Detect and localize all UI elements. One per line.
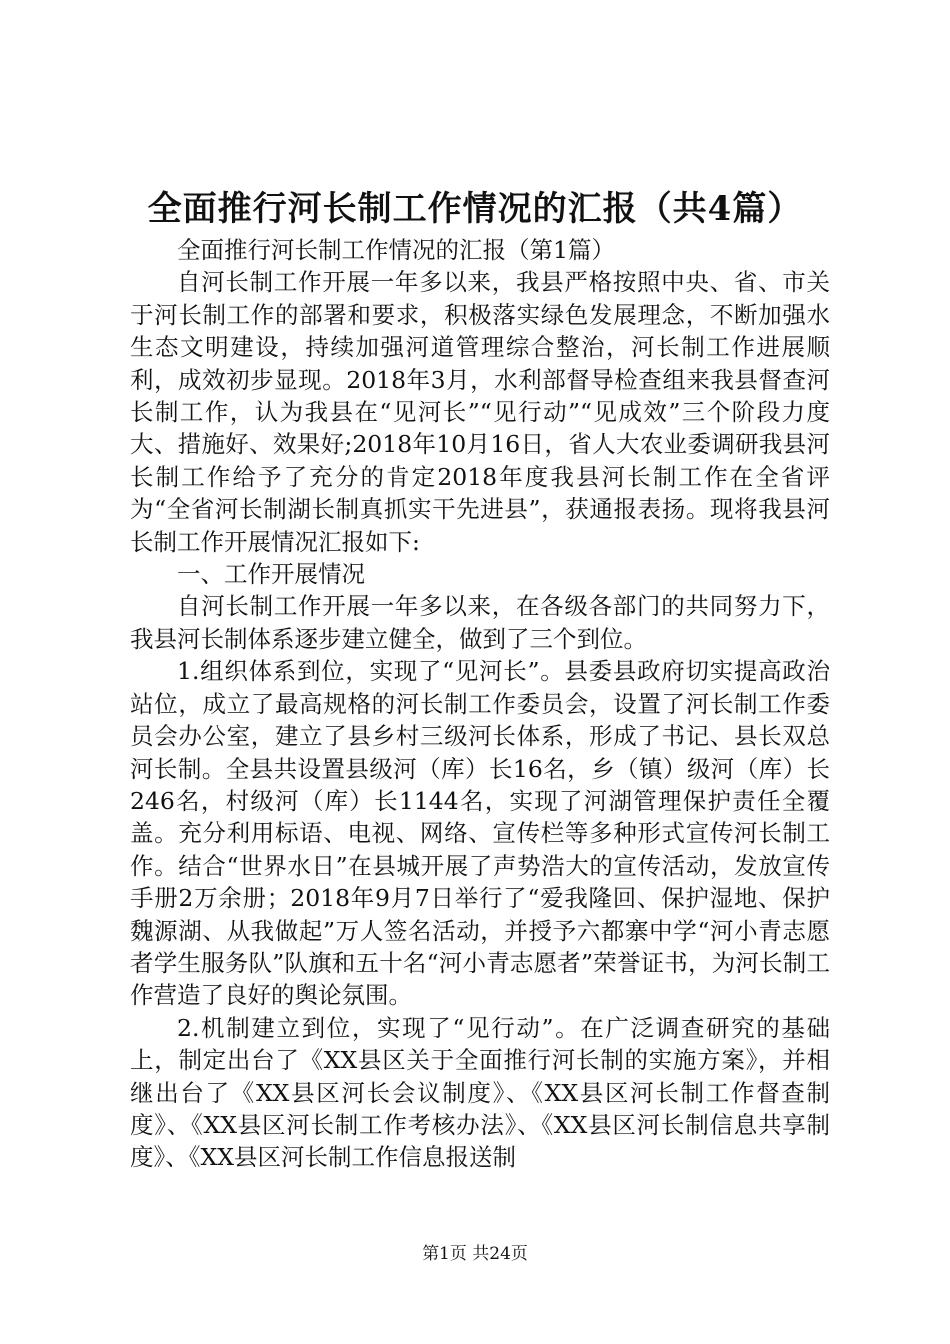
paragraph: 自河长制工作开展一年多以来，我县严格按照中央、省、市关于河长制工作的部署和要求，积极落实绿色发展理念，不断加强水生态文明建设，持续加强河道管理综合整治，河长制工作进展顺利，成效初步显现。2018年3月，水利部督导检查组来我县督查河长制工作，认为我县在“见河长”“见行动”“见成效”三个阶段力度大、措施好、效果好;2018年10月16日，省人大农业委调研我县河长制工作给予了充分的肯定2018年度我县河长制工作在全省评为“全省河长制湖长制真抓实干先进县”，获通报表扬。现将我县河长制工作开展情况汇报如下: (130, 268, 830, 556)
section-heading: 全面推行河长制工作情况的汇报（第1篇） (177, 236, 615, 264)
paragraph: 2.机制建立到位，实现了“见行动”。在广泛调查研究的基础上，制定出台了《XX县区关于全面推行河长制的实施方案》，并相继出台了《XX县区河长会议制度》、《XX县区河长制工作督查制度》、《XX县区河长制工作考核办法》、《XX县区河长制信息共享制度》、《XX县区河长制工作信息报送制 (130, 1013, 830, 1172)
paragraph: 自河长制工作开展一年多以来，在各级各部门的共同努力下，我县河长制体系逐步建立健全，做到了三个到位。 (130, 592, 830, 653)
document-body (130, 234, 830, 1174)
document-title: 全面推行河长制工作情况的汇报（共4篇） (147, 189, 803, 229)
section-heading: 一、工作开展情况 (177, 560, 365, 589)
paragraph: 1.组织体系到位，实现了“见河长”。县委县政府切实提高政治站位，成立了最高规格的河长制工作委员会，设置了河长制工作委员会办公室，建立了县乡村三级河长体系，形成了书记、县长双总河长制。全县共设置县级河（库）长16名，乡（镇）级河（库）长246名，村级河（库）长1144名，实现了河湖管理保护责任全覆盖。充分利用标语、电视、网络、宣传栏等多种形式宣传河长制工作。结合“世界水日”在县城开展了声势浩大的宣传活动，发放宣传手册2万余册；2018年9月7日举行了“爱我隆回、保护湿地、保护魏源湖、从我做起”万人签名活动，并授予六都寨中学“河小青志愿者学生服务队”队旗和五十名“河小青志愿者”荣誉证书，为河长制工作营造了良好的舆论氛围。 (130, 657, 830, 1010)
page-footer: 第1页 共24页 (422, 1244, 528, 1264)
